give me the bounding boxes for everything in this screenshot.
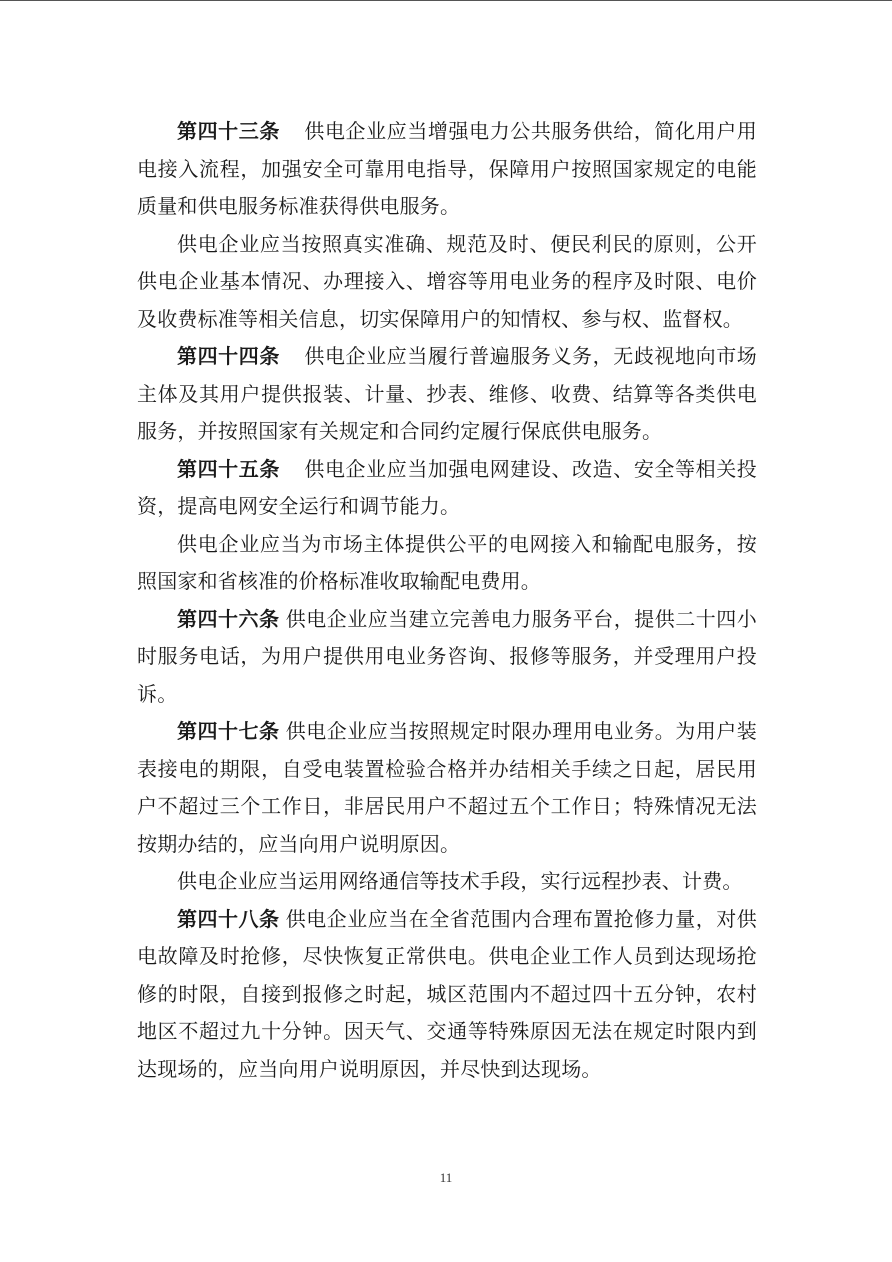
article-paragraph: [137, 451, 757, 526]
article-paragraph: [137, 713, 757, 863]
article-paragraph: [137, 226, 757, 339]
article-paragraph: [137, 601, 757, 714]
article-paragraph: [137, 901, 757, 1089]
article-text: 供电企业应当加强电网建设、改造、安全等相关投资，提高电网安全运行和调节能力。: [137, 456, 758, 518]
page-number: 11: [439, 1170, 453, 1185]
article-number: 第四十四条: [177, 344, 280, 368]
article-text: 供电企业应当在全省范围内合理布置抢修力量，对供电故障及时抢修，尽快恢复正常供电。供电企业工作人员到达现场抢修的时限，自接到报修之时起，城区范围内不超过四十五分钟，农村地区不超过九十分钟。因天气、交通等特殊原因无法在规定时限内到达现场的，应当向用户说明原因，并尽快到达现场。: [137, 906, 757, 1081]
article-text: 供电企业应当按照真实准确、规范及时、便民利民的原则，公开供电企业基本情况、办理接入、增容等用电业务的程序及时限、电价及收费标准等相关信息，切实保障用户的知情权、参与权、监督权。: [137, 231, 757, 331]
article-text: 供电企业应当按照规定时限办理用电业务。为用户装表接电的期限，自受电装置检验合格并办结相关手续之日起，居民用户不超过三个工作日，非居民用户不超过五个工作日；特殊情况无法按期办结的，应当向用户说明原因。: [137, 719, 757, 856]
article-text: 供电企业应当履行普遍服务义务，无歧视地向市场主体及其用户提供报装、计量、抄表、维修、收费、结算等各类供电服务，并按照国家有关规定和合同约定履行保底供电服务。: [137, 344, 758, 443]
article-paragraph: [137, 113, 757, 226]
article-number: 第四十七条: [177, 719, 280, 743]
article-number: 第四十八条: [177, 906, 280, 931]
article-text: 供电企业应当建立完善电力服务平台，提供二十四小时服务电话，为用户提供用电业务咨询、报修等服务，并受理用户投诉。: [137, 606, 757, 706]
article-text: 供电企业应当为市场主体提供公平的电网接入和输配电服务，按照国家和省核准的价格标准收取输配电费用。: [137, 531, 757, 593]
article-paragraph: [137, 526, 757, 601]
article-paragraph: [137, 338, 757, 451]
article-number: 第四十五条: [177, 456, 280, 481]
article-text: 供电企业应当增强电力公共服务供给，简化用户用电接入流程，加强安全可靠用电指导，保障用户按照国家规定的电能质量和供电服务标准获得供电服务。: [137, 119, 758, 218]
article-number: 第四十六条: [177, 606, 280, 631]
document-body: [137, 113, 757, 1088]
article-text: 供电企业应当运用网络通信等技术手段，实行远程抄表、计费。: [177, 869, 743, 893]
article-paragraph: [137, 863, 757, 901]
article-number: 第四十三条: [177, 119, 280, 143]
top-border-line: [0, 0, 892, 1]
